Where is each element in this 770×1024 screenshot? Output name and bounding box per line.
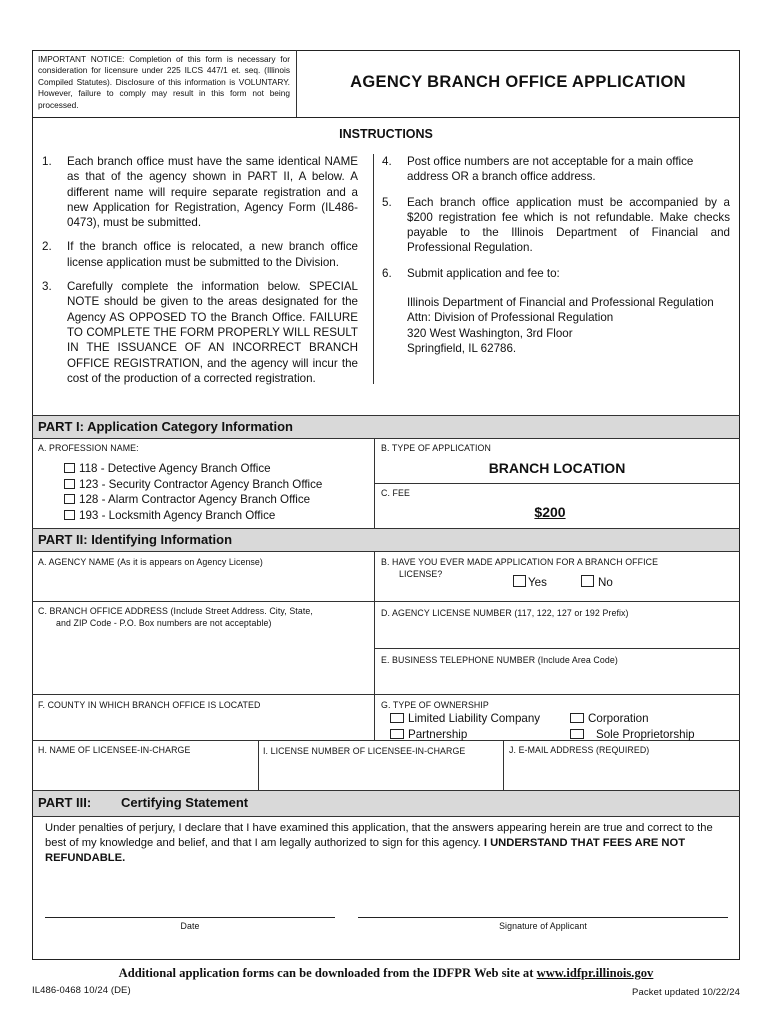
i-j-divider [503, 740, 504, 790]
date-line[interactable] [45, 917, 335, 918]
ownership-corporation[interactable] [570, 712, 649, 725]
mailing-address [382, 295, 730, 356]
instruction-number: 3. [42, 280, 52, 294]
option-label: 118 - Detective Agency Branch Office [79, 462, 271, 475]
business-phone-field[interactable]: E. BUSINESS TELEPHONE NUMBER (Include Area Code) [381, 655, 618, 665]
address-label-line: C. BRANCH OFFICE ADDRESS (Include Street Address. City, State, [38, 606, 313, 616]
row-ab-bottom [32, 601, 740, 602]
part2-bottom-line [32, 551, 740, 552]
fee-value: $200 [534, 504, 566, 520]
prior-application-no[interactable] [581, 575, 613, 589]
part3-bottom-line [32, 816, 740, 817]
ownership-partnership[interactable] [390, 728, 467, 741]
ownership-sole-proprietorship[interactable] [570, 728, 695, 741]
part1-bottom-line [32, 438, 740, 439]
type-of-application-label: B. TYPE OF APPLICATION [381, 443, 491, 453]
checkbox[interactable] [570, 713, 584, 723]
signature-line[interactable] [358, 917, 728, 918]
part2-title: PART II: Identifying Information [38, 532, 233, 547]
part3-title: Certifying Statement [121, 795, 249, 810]
checkbox[interactable] [390, 729, 404, 739]
checkbox[interactable] [64, 510, 75, 520]
prior-application-line: B. HAVE YOU EVER MADE APPLICATION FOR A BRANCH OFFICE [381, 557, 659, 567]
part1-band [33, 416, 739, 438]
instruction-text: Post office numbers are not acceptable for a main office address OR a branch office address. [407, 155, 694, 184]
checkbox[interactable] [390, 713, 404, 723]
row-ce-bottom [32, 694, 740, 695]
instructions-divider [373, 154, 374, 384]
certifying-statement [45, 821, 735, 866]
row-d-bottom [374, 648, 740, 649]
option-label: No [598, 576, 613, 589]
checkbox[interactable] [64, 494, 75, 504]
option-label: 123 - Security Contractor Agency Branch Office [79, 477, 323, 491]
option-label: Yes [528, 576, 547, 589]
option-label: 128 - Alarm Contractor Agency Branch Office [79, 493, 311, 506]
address-line: Attn: Division of Professional Regulation [407, 311, 614, 325]
option-label: Limited Liability Company [408, 712, 541, 725]
h-i-divider [258, 740, 259, 790]
instructions-right [382, 154, 730, 356]
profession-option-193[interactable] [64, 509, 322, 525]
email-field[interactable]: J. E-MAIL ADDRESS (REQUIRED) [509, 745, 650, 755]
instruction-item [42, 239, 358, 270]
instruction-item [382, 154, 730, 185]
address-line: Springfield, IL 62786. [407, 341, 517, 355]
option-label: Corporation [588, 712, 649, 725]
signature-label: Signature of Applicant [499, 921, 587, 931]
licensee-name-field[interactable]: H. NAME OF LICENSEE-IN-CHARGE [38, 745, 191, 755]
instruction-number: 6. [382, 266, 392, 280]
branch-address-field[interactable] [38, 606, 313, 629]
prior-application-line: LICENSE? [399, 568, 443, 579]
profession-option-118[interactable] [64, 462, 322, 478]
part2-divider [374, 551, 375, 740]
fee-label: C. FEE [381, 488, 410, 498]
instruction-number: 5. [382, 195, 392, 209]
instruction-item [382, 195, 730, 256]
checkbox[interactable] [64, 463, 75, 473]
form-title: AGENCY BRANCH OFFICE APPLICATION [350, 73, 686, 91]
instruction-text: Carefully complete the information below. SPECIAL NOTE should be given to the areas designated for the Agency AS OPPOSED TO the Branch Office. FAILURE TO COMPLETE THE FORM PROPERLY WILL RESULT IN THE ISSUANCE OF AN INCORRECT BRANCH OFFICE REGISTRATION, and the agency will incur the cost of the production of a corrected registration. [67, 280, 358, 385]
instruction-item [42, 279, 358, 386]
agency-license-number-field[interactable]: D. AGENCY LICENSE NUMBER (117, 122, 127 or 192 Prefix) [381, 608, 629, 618]
part3-title-prefix: PART III: [38, 795, 92, 810]
instruction-number: 4. [382, 155, 392, 168]
county-field[interactable]: F. COUNTY IN WHICH BRANCH OFFICE IS LOCATED [38, 700, 261, 710]
important-notice: IMPORTANT NOTICE: Completion of this form is necessary for consideration for licensure under 225 ILCS 447/1 et. seq. (Illinois Compiled Statutes). Disclosure of this information is VOLUNTARY. However, failure to comply may result in this form not being processed. [38, 54, 290, 110]
ownership-llc[interactable] [390, 712, 540, 725]
statement-bold-text: I UNDERSTAND THAT FEES ARE NOT REFUNDABLE. [45, 837, 686, 864]
instruction-number: 2. [42, 240, 52, 254]
website-link[interactable]: www.idfpr.illinois.gov [536, 966, 654, 980]
date-label: Date [180, 921, 200, 931]
ownership-label: G. TYPE OF OWNERSHIP [381, 700, 489, 710]
instruction-text: If the branch office is relocated, a new branch office license application must be submitted to the Division. [67, 240, 358, 269]
profession-option-128[interactable] [64, 493, 322, 509]
profession-options [64, 462, 322, 524]
checkbox[interactable] [64, 479, 75, 489]
instructions-left [42, 154, 358, 386]
option-label: Partnership [408, 728, 468, 741]
checkbox[interactable] [513, 575, 526, 587]
part2-band [33, 529, 739, 551]
address-line: Illinois Department of Financial and Professional Regulation [407, 296, 714, 310]
download-note [32, 966, 740, 981]
instruction-number: 1. [42, 155, 52, 168]
profession-name-label: A. PROFESSION NAME: [38, 443, 139, 453]
option-label: Sole Proprietorship [596, 728, 695, 741]
licensee-number-field[interactable]: I. LICENSE NUMBER OF LICENSEE-IN-CHARGE [263, 746, 466, 756]
download-text: Additional application forms can be downloaded from the IDFPR Web site at [118, 966, 534, 980]
instruction-item [382, 266, 730, 281]
instruction-text: Each branch office application must be accompanied by a $200 registration fee which is not refundable. Make checks payable to the Illinois Department of Financial and Professional Regulation. [407, 195, 730, 255]
part1-title: PART I: Application Category Information [38, 419, 293, 434]
type-of-application-value: BRANCH LOCATION [488, 460, 626, 476]
part3-band [33, 791, 739, 816]
statement-text: Under penalties of perjury, I declare that I have examined this application, that the answers appearing herein are true and correct to the best of my knowledge and belief, and that I am legally authorized to sign for this agency. [45, 822, 713, 849]
option-label: 193 - Locksmith Agency Branch Office [79, 508, 276, 522]
checkbox[interactable] [570, 729, 584, 739]
agency-name-field[interactable]: A. AGENCY NAME (As it is appears on Agency License) [38, 557, 263, 567]
checkbox[interactable] [581, 575, 594, 587]
profession-option-123[interactable] [64, 478, 322, 494]
instruction-item [42, 154, 358, 230]
packet-updated: Packet updated 10/22/24 [632, 987, 740, 998]
instruction-text: Each branch office must have the same identical NAME as that of the agency shown in PART II, A below. A different name will require separate registration and a new Application for Registration, Agency Form (IL486-0473), must be submitted. [67, 155, 358, 230]
address-line: 320 West Washington, 3rd Floor [407, 326, 573, 340]
header-bottom-line [32, 117, 740, 118]
address-label-line: and ZIP Code - P.O. Box numbers are not acceptable) [56, 617, 272, 628]
instruction-text: Submit application and fee to: [407, 266, 560, 280]
form-code: IL486-0468 10/24 (DE) [32, 985, 131, 996]
instructions-heading: INSTRUCTIONS [339, 127, 433, 141]
fee-top-line [374, 483, 740, 484]
prior-application-yes[interactable] [513, 575, 547, 589]
